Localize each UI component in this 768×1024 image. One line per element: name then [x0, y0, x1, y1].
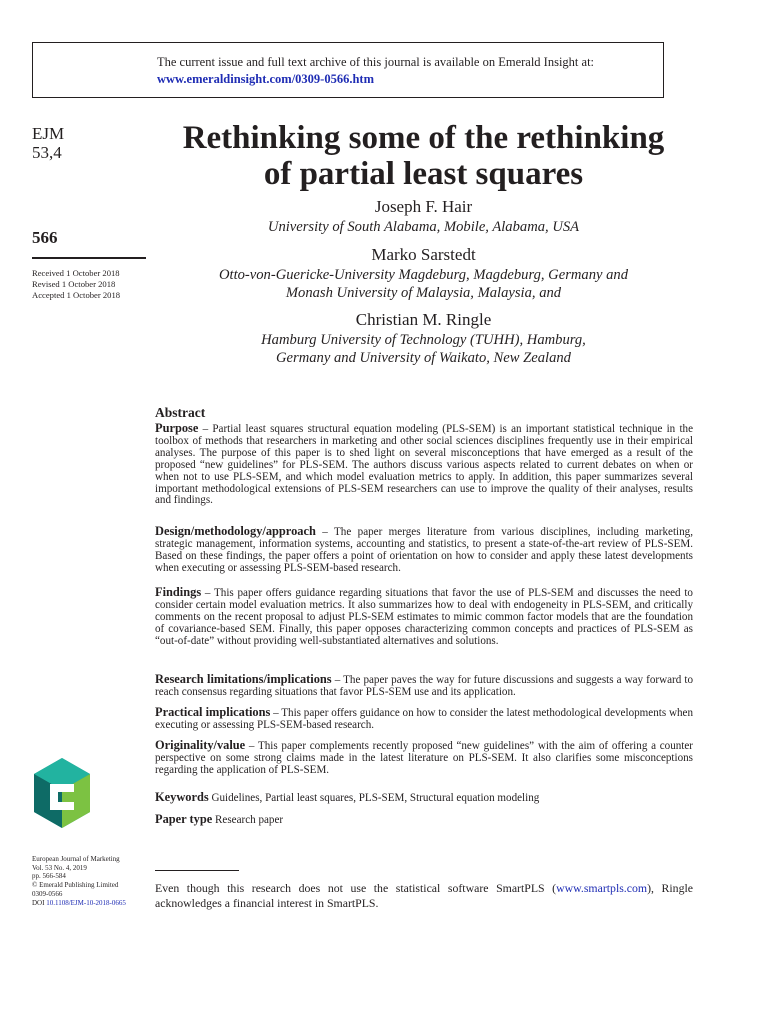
margin-rule [32, 257, 146, 259]
accepted-date: Accepted 1 October 2018 [32, 290, 121, 300]
section-label: Research limitations/implications [155, 672, 332, 686]
affiliation-line: University of South Alabama, Mobile, Alabama, USA [267, 219, 580, 235]
section-text: This paper offers guidance regarding situations that favor the use of PLS-SEM and discusses the need to consider certain model evaluation metrics. It also summarizes how to deal with endogeneity in PLS-SEM, and critically comments on the recent proposal to adjust PLS-SEM estimates to mimic common factor models that are the foundation of covariance-based SEM. Finally, this paper opposes characterizing common concepts and practices of PLS-SEM as “out-of-date” without providing well-substantiated alternatives and solutions. [155, 587, 693, 647]
section-label: Design/methodology/approach [155, 524, 316, 538]
author-name: Christian M. Ringle [355, 310, 492, 329]
issn-line: 0309-0566 [32, 889, 63, 898]
author-affiliation [146, 331, 701, 367]
section-label: Practical implications [155, 705, 271, 719]
section-label: Originality/value [155, 738, 246, 752]
section-sep: – [201, 587, 215, 599]
page-number: 566 [32, 228, 58, 247]
abstract-paper-type [155, 814, 693, 827]
section-label: Paper type [155, 812, 213, 826]
abstract-design [155, 526, 693, 575]
section-label: Purpose [155, 421, 199, 435]
abstract-practical-implications [155, 707, 693, 732]
smartpls-link[interactable]: www.smartpls.com [556, 881, 648, 895]
publication-info [32, 855, 126, 907]
journal-abbrev-text: EJM [32, 124, 65, 143]
abstract-findings [155, 587, 693, 648]
section-text: Research paper [215, 814, 284, 826]
section-text: The paper paves the way for future discussions and suggests a way forward to reach consensus regarding situations that favor PLS-SEM use and its application. [155, 674, 693, 698]
abstract-keywords [155, 792, 693, 805]
footnote [155, 881, 693, 910]
section-sep: – [270, 707, 282, 719]
doi-line [32, 899, 126, 908]
affiliation-line: Germany and University of Waikato, New Zealand [276, 350, 571, 366]
section-text: This paper offers guidance on how to consider the latest methodological developments when executing or assessing PLS-SEM-based research. [155, 707, 693, 731]
footnote-rule [155, 870, 239, 871]
section-text: This paper complements recently proposed “new guidelines” with the aim of offering a counter perspective on some strong claims made in the latest literature on PLS-SEM. It also clarifies some misconceptions regarding the application of PLS-SEM. [155, 740, 693, 776]
article-title [146, 120, 701, 192]
footnote-text: Even though this research does not use the statistical software SmartPLS ( [155, 881, 557, 895]
emerald-logo-icon [32, 756, 92, 830]
journal-abbrev [32, 124, 64, 162]
section-sep: – [198, 423, 213, 435]
author-name: Marko Sarstedt [371, 245, 476, 264]
affiliation-line: Hamburg University of Technology (TUHH), Hamburg, [261, 332, 586, 348]
author-affiliation [146, 218, 701, 236]
title-line-2: of partial least squares [263, 156, 584, 192]
footnote-text: ), Ringle acknowledges a financial interest in SmartPLS. [155, 881, 693, 910]
journal-archive-link[interactable]: www.emeraldinsight.com/0309-0566.htm [157, 72, 374, 86]
section-text: Partial least squares structural equation modeling (PLS-SEM) is an important statistical technique in the toolbox of methods that researchers in marketing and other social sciences disciplines frequently use in their empirical analyses. The purpose of this paper is to shed light on several misconceptions that have emerged as a result of the proposed “new guidelines” for PLS-SEM. The authors discuss various aspects related to current debates on when or when not to use PLS-SEM, and which model evaluation metrics to apply. In addition, this paper summarizes several important methodological extensions of PLS-SEM researchers can use to improve the quality of their analyses, results and findings. [155, 423, 694, 507]
doi-label: DOI [32, 898, 45, 907]
abstract-heading: Abstract [155, 405, 206, 420]
journal-name: European Journal of Marketing [32, 855, 120, 863]
journal-banner [32, 42, 664, 98]
affiliation-line: Otto-von-Guericke-University Magdeburg, Magdeburg, Germany and [218, 267, 629, 283]
banner-text: The current issue and full text archive of this journal is available on Emerald Insight at: [157, 55, 595, 69]
volume-line: Vol. 53 No. 4, 2019 [32, 863, 87, 872]
pages-line: pp. 566-584 [32, 872, 66, 881]
article-dates [32, 268, 120, 301]
section-sep: – [315, 526, 335, 538]
revised-date: Revised 1 October 2018 [32, 279, 116, 289]
abstract-purpose [155, 423, 693, 507]
volume-issue: 53,4 [32, 143, 62, 162]
section-sep: – [331, 674, 344, 686]
section-label: Keywords [155, 790, 209, 804]
received-date: Received 1 October 2018 [32, 268, 120, 278]
section-label: Findings [155, 585, 202, 599]
abstract-originality [155, 740, 693, 777]
section-text: The paper merges literature from various disciplines, including marketing, strategic management, information systems, accounting and statistics, to present a state-of-the-art review of PLS-SEM. Based on these findings, the paper offers a point of orientation on how to consider and apply these latest developments when executing or assessing PLS-SEM-based research. [155, 526, 693, 574]
section-text: Guidelines, Partial least squares, PLS-SEM, Structural equation modeling [211, 792, 540, 804]
author-affiliation [146, 266, 701, 302]
author-name: Joseph F. Hair [374, 197, 473, 216]
title-line-1: Rethinking some of the rethinking [182, 120, 665, 156]
abstract-research-limitations [155, 674, 693, 699]
affiliation-line: Monash University of Malaysia, Malaysia, and [285, 285, 562, 301]
doi-link[interactable]: 10.1108/EJM-10-2018-0665 [46, 898, 126, 907]
section-sep: – [245, 740, 258, 752]
copyright-line: © Emerald Publishing Limited [32, 881, 119, 890]
